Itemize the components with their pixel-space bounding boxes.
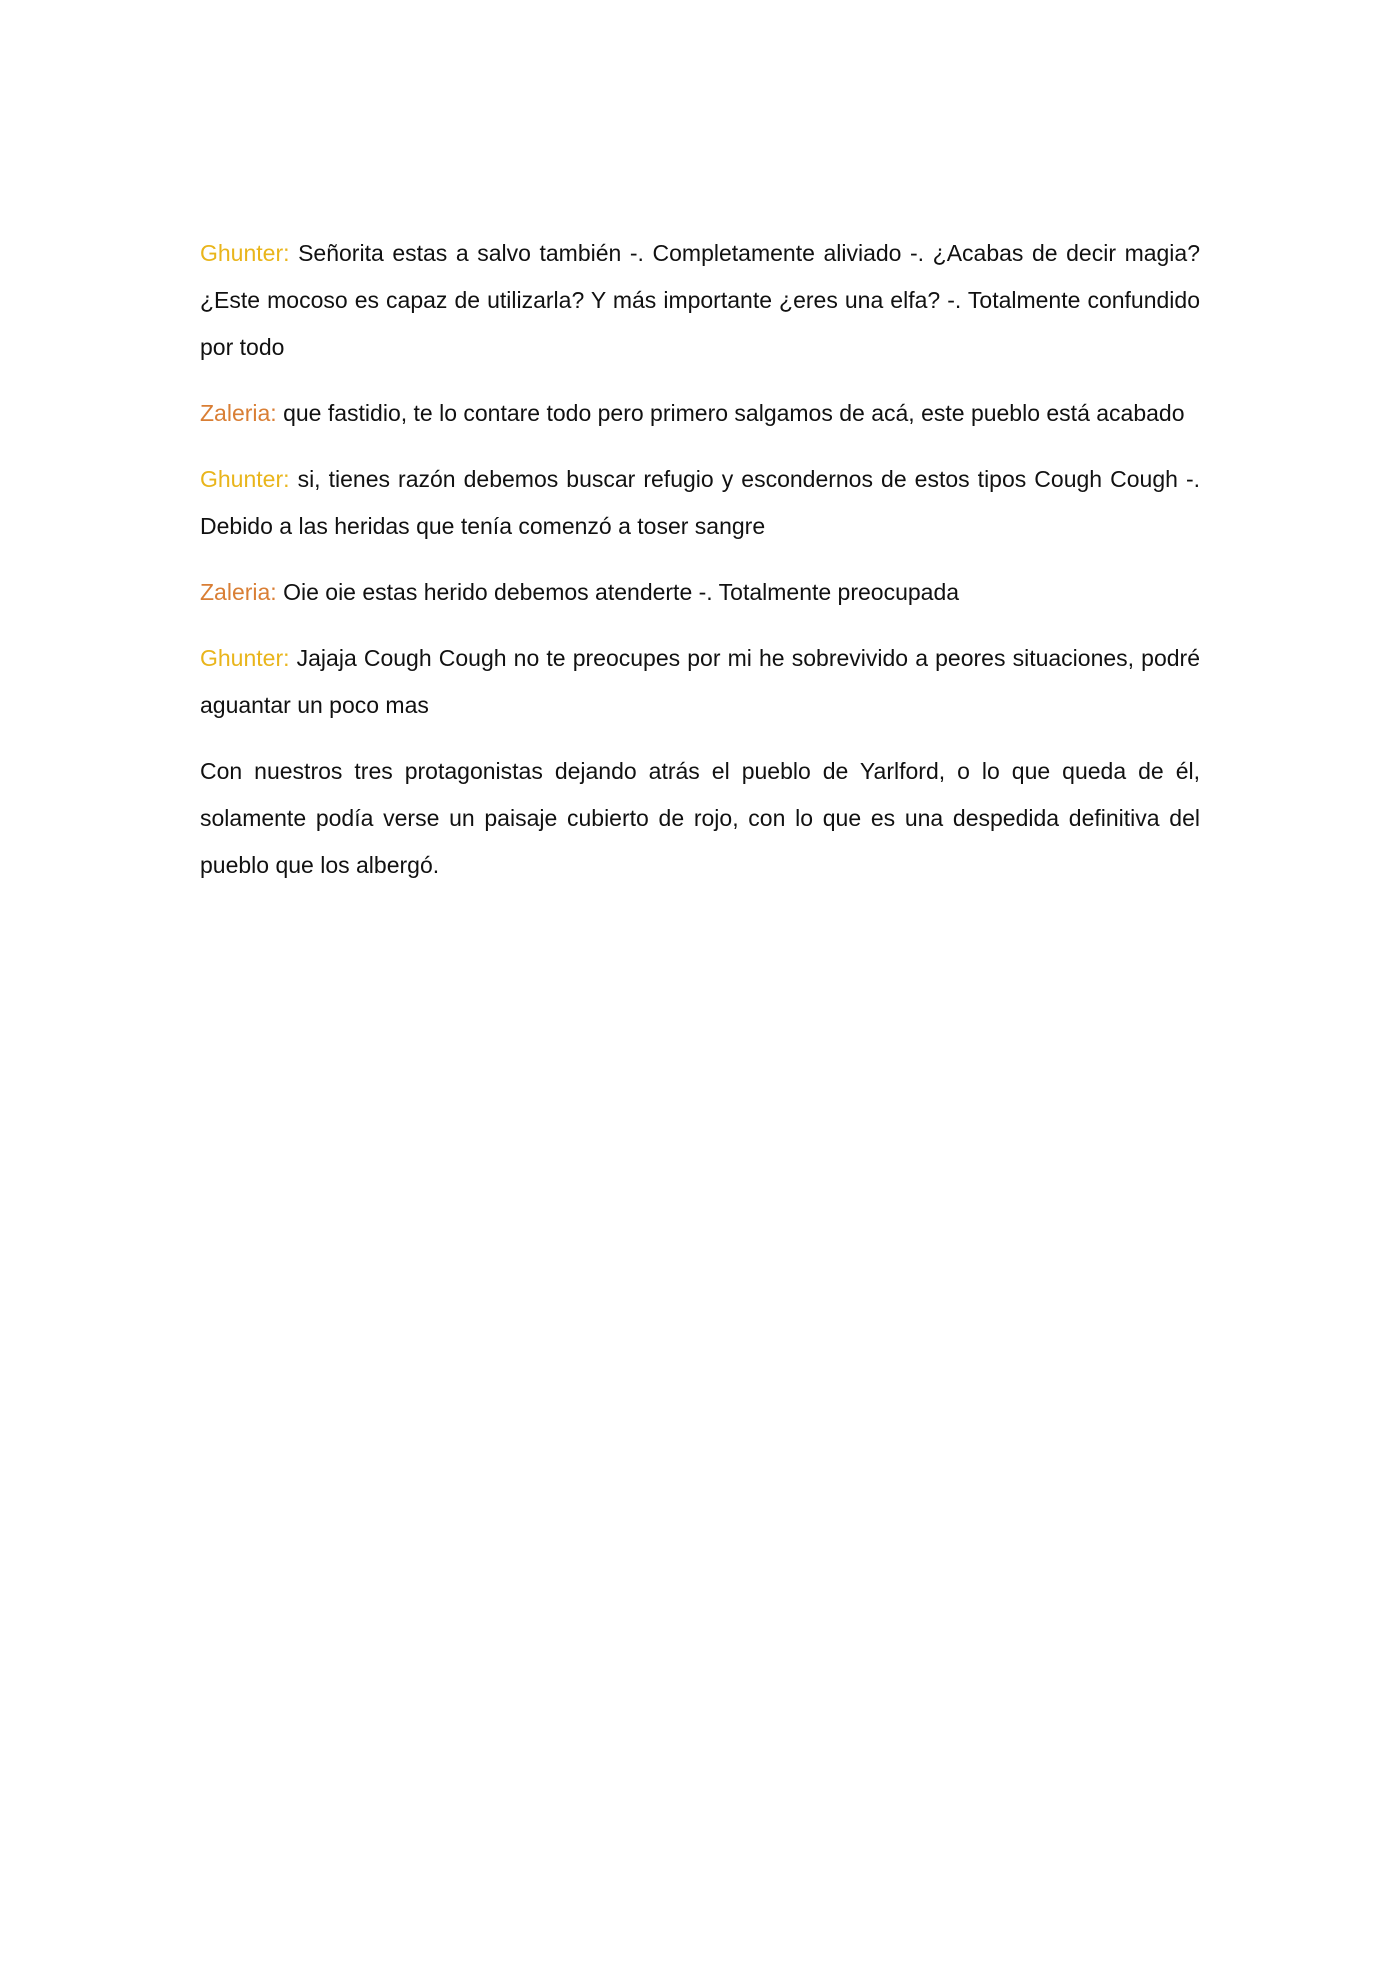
- dialogue-text: Señorita estas a salvo también -. Completamente aliviado -. ¿Acabas de decir magia? ¿Este mocoso es capaz de utilizarla? Y más importante ¿eres una elfa? -. Totalmente confundido por todo: [200, 240, 1201, 360]
- dialogue-text: Oie oie estas herido debemos atenderte -. Totalmente preocupada: [283, 579, 960, 605]
- narration-text: Con nuestros tres protagonistas dejando atrás el pueblo de Yarlford, o lo que queda de él, solamente podía verse un paisaje cubierto de rojo, con lo que es una despedida definitiva del pueblo que los albergó.: [200, 758, 1200, 878]
- dialogue-paragraph-3: [200, 456, 1200, 550]
- narration-paragraph: [200, 748, 1200, 889]
- speaker-name-ghunter: Ghunter:: [200, 466, 290, 492]
- story-text: [200, 230, 1200, 908]
- dialogue-text: que fastidio, te lo contare todo pero primero salgamos de acá, este pueblo está acabado: [283, 400, 1185, 426]
- dialogue-paragraph-1: [200, 230, 1200, 371]
- speaker-name-ghunter: Ghunter:: [200, 240, 290, 266]
- speaker-name-zaleria: Zaleria:: [200, 579, 277, 605]
- dialogue-paragraph-5: [200, 635, 1200, 729]
- dialogue-text: Jajaja Cough Cough no te preocupes por mi he sobrevivido a peores situaciones, podré aguantar un poco mas: [200, 645, 1200, 718]
- dialogue-text: si, tienes razón debemos buscar refugio y escondernos de estos tipos Cough Cough -. Debido a las heridas que tenía comenzó a toser sangre: [200, 466, 1201, 539]
- speaker-name-ghunter: Ghunter:: [200, 645, 290, 671]
- dialogue-paragraph-4: [200, 569, 1200, 616]
- speaker-name-zaleria: Zaleria:: [200, 400, 277, 426]
- dialogue-paragraph-2: [200, 390, 1200, 437]
